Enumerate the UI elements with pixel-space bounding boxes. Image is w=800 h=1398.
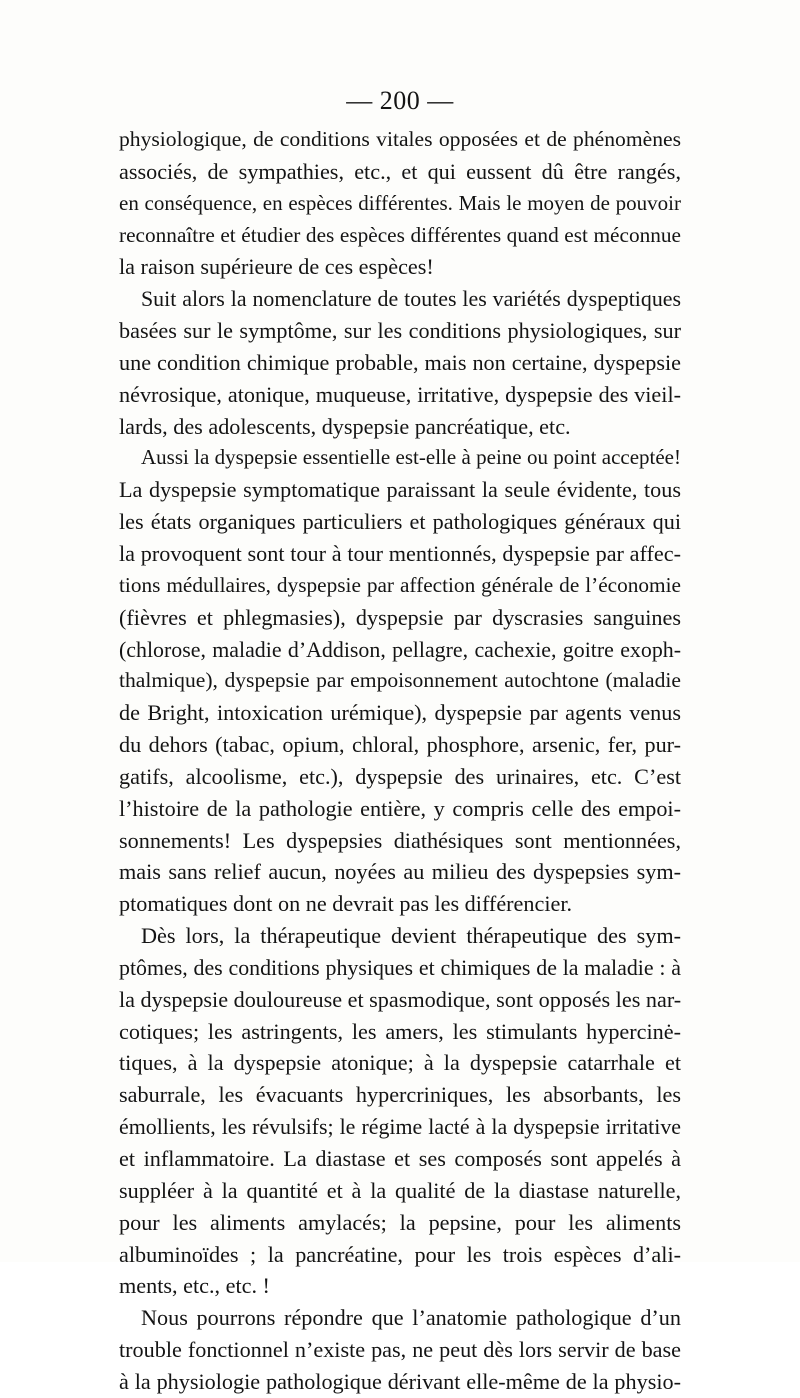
- text-line: la provoquent sont tour à tour mentionnés, dyspepsie par affec-: [119, 540, 681, 566]
- text-line: trouble fonctionnel n’existe pas, ne peut dès lors servir de base: [119, 1337, 681, 1363]
- text-line: Aussi la dyspepsie essentielle est-elle à peine ou point acceptée!: [141, 445, 681, 470]
- text-line: de Bright, intoxication urémique), dyspepsie par agents venus: [119, 700, 681, 726]
- text-line: névrosique, atonique, muqueuse, irritative, dyspepsie des vieil-: [119, 381, 681, 407]
- text-line: en conséquence, en espèces différentes. Mais le moyen de pouvoir: [119, 190, 681, 215]
- text-line: lards, des adolescents, dyspepsie pancréatique, etc.: [119, 413, 571, 439]
- text-line: à la physiologie pathologique dérivant elle-même de la physio-: [119, 1368, 681, 1394]
- text-line: ments, etc., etc. !: [119, 1273, 270, 1299]
- text-line: tions médullaires, dyspepsie par affection générale de l’économie: [119, 572, 681, 597]
- text-line: pour les aliments amylacés; la pepsine, pour les aliments: [119, 1209, 681, 1235]
- text-line: associés, de sympathies, etc., et qui eussent dû être rangés,: [119, 158, 681, 184]
- text-line: suppléer à la quantité et à la qualité de la diastase naturelle,: [119, 1177, 681, 1203]
- text-line: émollients, les révulsifs; le régime lacté à la dyspepsie irritative: [119, 1114, 681, 1140]
- text-line: gatifs, alcoolisme, etc.), dyspepsie des urinaires, etc. C’est: [119, 763, 681, 789]
- text-line: basées sur le symptôme, sur les conditions physiologiques, sur: [119, 318, 681, 344]
- text-line: mais sans relief aucun, noyées au milieu des dyspepsies sym-: [119, 859, 681, 885]
- text-line: sonnements! Les dyspepsies diathésiques sont mentionnées,: [119, 827, 681, 853]
- text-line: les états organiques particuliers et pathologiques généraux qui: [119, 509, 681, 535]
- text-line: physiologique, de conditions vitales opposées et de phénomènes: [119, 127, 681, 151]
- text-line: tiques, à la dyspepsie atonique; à la dyspepsie catarrhale et: [119, 1050, 681, 1076]
- text-line: et inflammatoire. La diastase et ses composés sont appelés à: [119, 1146, 681, 1171]
- text-line: (chlorose, maladie d’Addison, pellagre, cachexie, goitre exoph-: [119, 636, 681, 662]
- text-line: l’histoire de la pathologie entière, y compris celle des empoi-: [119, 795, 681, 821]
- text-line: Nous pourrons répondre que l’anatomie pathologique d’un: [141, 1305, 681, 1331]
- text-line: albuminoïdes ; la pancréatine, pour les trois espèces d’ali-: [119, 1241, 681, 1267]
- text-line: la dyspepsie douloureuse et spasmodique, sont opposés les nar-: [119, 986, 682, 1012]
- body-text: [119, 124, 681, 1398]
- text-line: Suit alors la nomenclature de toutes les variétés dyspeptiques: [141, 286, 681, 312]
- text-line: Dès lors, la thérapeutique devient thérapeutique des sym-: [141, 923, 681, 949]
- text-line: du dehors (tabac, opium, chloral, phosphore, arsenic, fer, pur-: [119, 732, 681, 758]
- text-line: La dyspepsie symptomatique paraissant la seule évidente, tous: [119, 477, 681, 503]
- text-line: thalmique), dyspepsie par empoisonnement autochtone (maladie: [119, 668, 681, 693]
- text-line: cotiques; les astringents, les amers, les stimulants hypercinė-: [119, 1018, 681, 1044]
- text-line: ptômes, des conditions physiques et chimiques de la maladie : à: [119, 954, 681, 980]
- text-line: ptomatiques dont on ne devrait pas les différencier.: [119, 891, 573, 917]
- text-line: la raison supérieure de ces espèces!: [119, 254, 434, 280]
- text-line: reconnaître et étudier des espèces différentes quand est méconnue: [119, 222, 681, 247]
- text-line: une condition chimique probable, mais non certaine, dyspepsie: [119, 349, 681, 375]
- page-number: — 200 —: [346, 86, 454, 115]
- text-line: (fièvres et phlegmasies), dyspepsie par dyscrasies sanguines: [119, 604, 681, 630]
- text-line: saburrale, les évacuants hypercriniques, les absorbants, les: [119, 1082, 681, 1108]
